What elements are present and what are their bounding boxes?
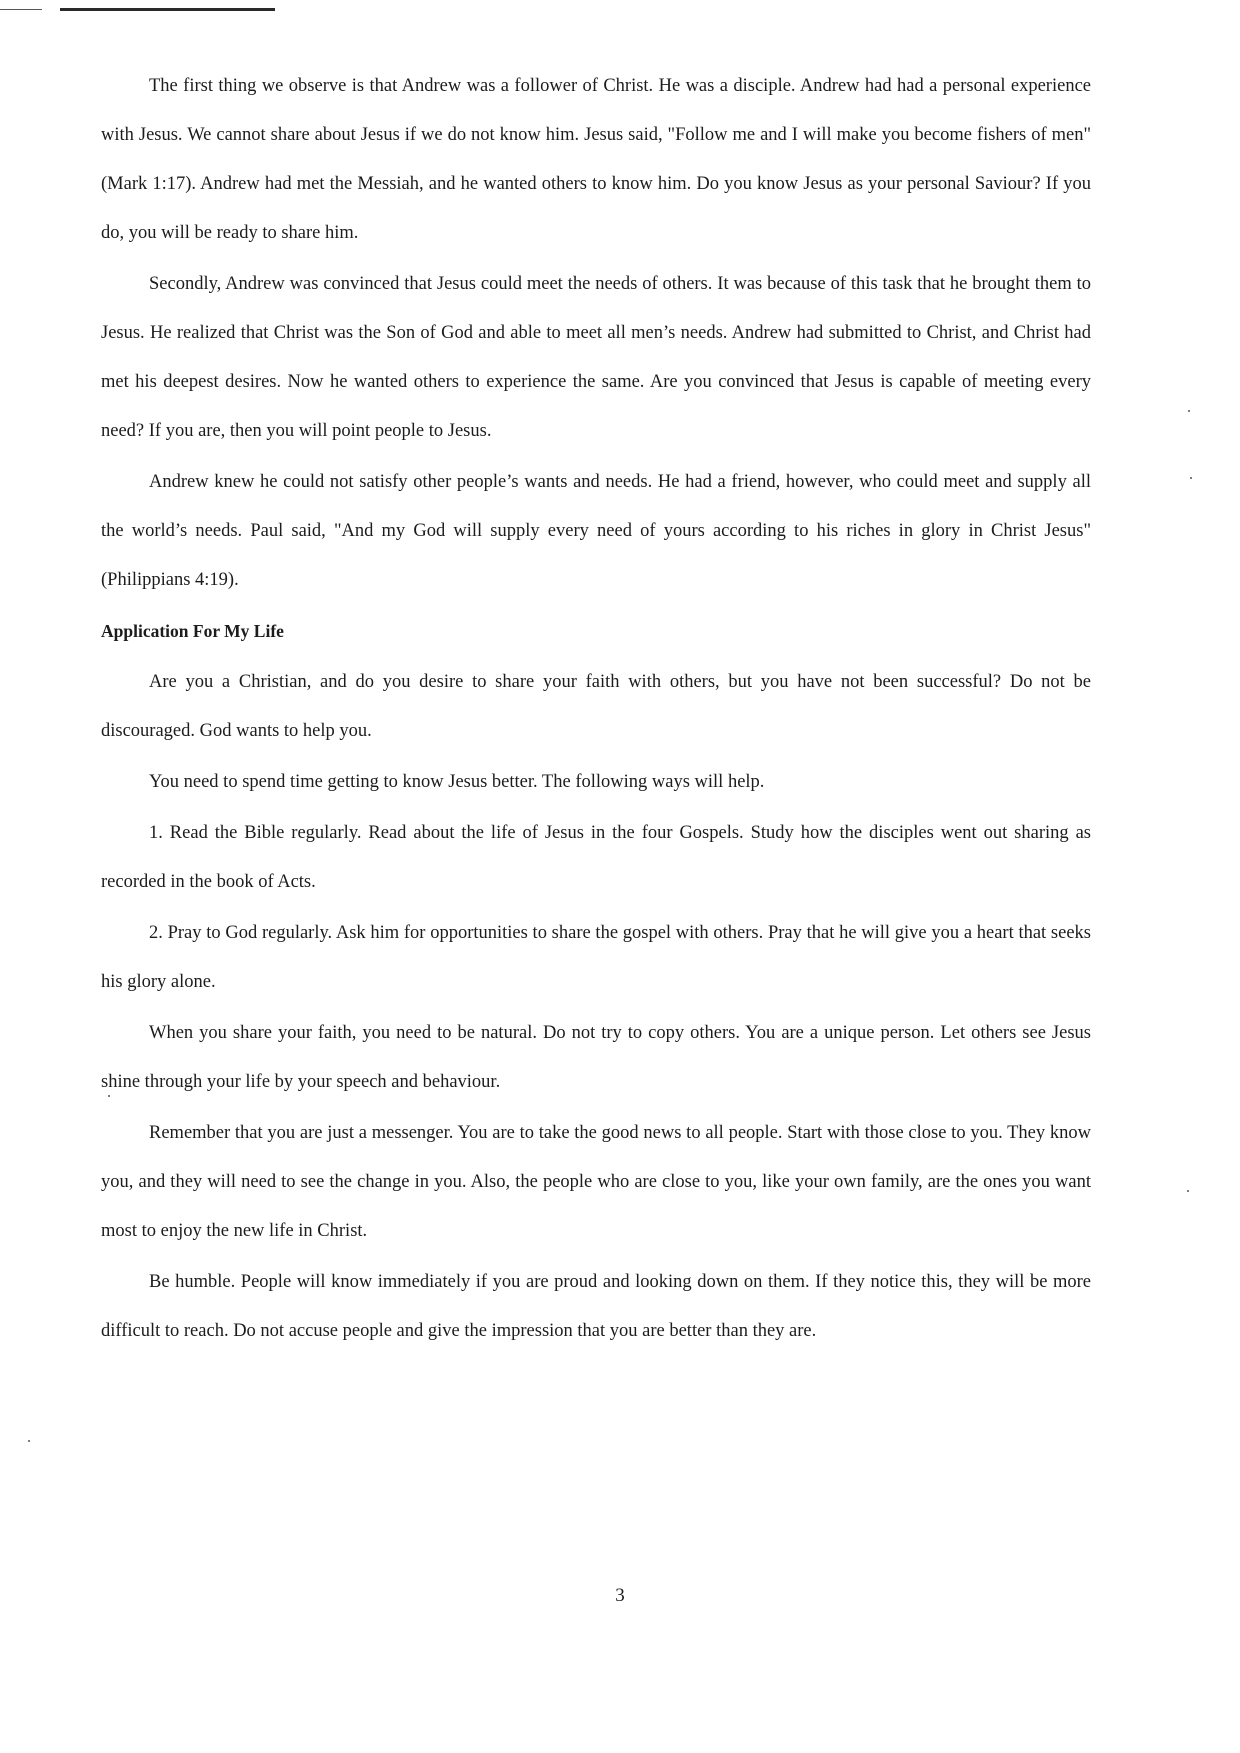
top-rule xyxy=(60,8,275,11)
top-edge-mark xyxy=(0,9,42,10)
list-item-pray: 2. Pray to God regularly. Ask him for opportunities to share the gospel with others. Pray that he will give you a heart that seeks his glory alone. xyxy=(101,923,1091,992)
paragraph-spend-time: You need to spend time getting to know Jesus better. The following ways will help. xyxy=(149,772,765,792)
scan-speck xyxy=(1187,1190,1189,1192)
list-item-read-bible: 1. Read the Bible regularly. Read about the life of Jesus in the four Gospels. Study how the disciples went out sharing as recorded in the book of Acts. xyxy=(101,823,1091,892)
paragraph-are-you-christian: Are you a Christian, and do you desire to share your faith with others, but you have not been successful? Do not be discouraged. God wants to help you. xyxy=(101,672,1091,741)
section-heading: Application For My Life xyxy=(101,621,284,641)
paragraph-andrew-friend: Andrew knew he could not satisfy other people’s wants and needs. He had a friend, however, who could meet and supply all the world’s needs. Paul said, "And my God will supply every need of yours according to his riches in glory in Christ Jesus" (Philippians 4:19). xyxy=(101,472,1091,590)
page-body xyxy=(101,62,1091,1358)
paragraph-andrew-follower: The first thing we observe is that Andrew was a follower of Christ. He was a disciple. Andrew had had a personal experience with Jesus. We cannot share about Jesus if we do not know him. Jesus said, "Follow me and I will make you become fishers of men" (Mark 1:17). Andrew had met the Messiah, and he wanted others to know him. Do you know Jesus as your personal Saviour? If you do, you will be ready to share him. xyxy=(101,76,1091,243)
scan-speck xyxy=(1188,410,1190,412)
scan-speck xyxy=(28,1440,30,1442)
paragraph-be-natural: When you share your faith, you need to be natural. Do not try to copy others. You are a unique person. Let others see Jesus shine through your life by your speech and behaviour. xyxy=(101,1023,1091,1092)
scan-speck xyxy=(1190,477,1192,479)
page-number: 3 xyxy=(615,1585,625,1606)
paragraph-andrew-convinced: Secondly, Andrew was convinced that Jesus could meet the needs of others. It was because of this task that he brought them to Jesus. He realized that Christ was the Son of God and able to meet all men’s needs. Andrew had submitted to Christ, and Christ had met his deepest desires. Now he wanted others to experience the same. Are you convinced that Jesus is capable of meeting every need? If you are, then you will point people to Jesus. xyxy=(101,274,1091,441)
paragraph-messenger: Remember that you are just a messenger. You are to take the good news to all people. Start with those close to you. They know you, and they will need to see the change in you. Also, the people who are close to you, like your own family, are the ones you want most to enjoy the new life in Christ. xyxy=(101,1123,1091,1241)
scan-speck xyxy=(108,1095,110,1097)
paragraph-be-humble: Be humble. People will know immediately if you are proud and looking down on them. If they notice this, they will be more difficult to reach. Do not accuse people and give the impression that you are better than they are. xyxy=(101,1272,1091,1341)
